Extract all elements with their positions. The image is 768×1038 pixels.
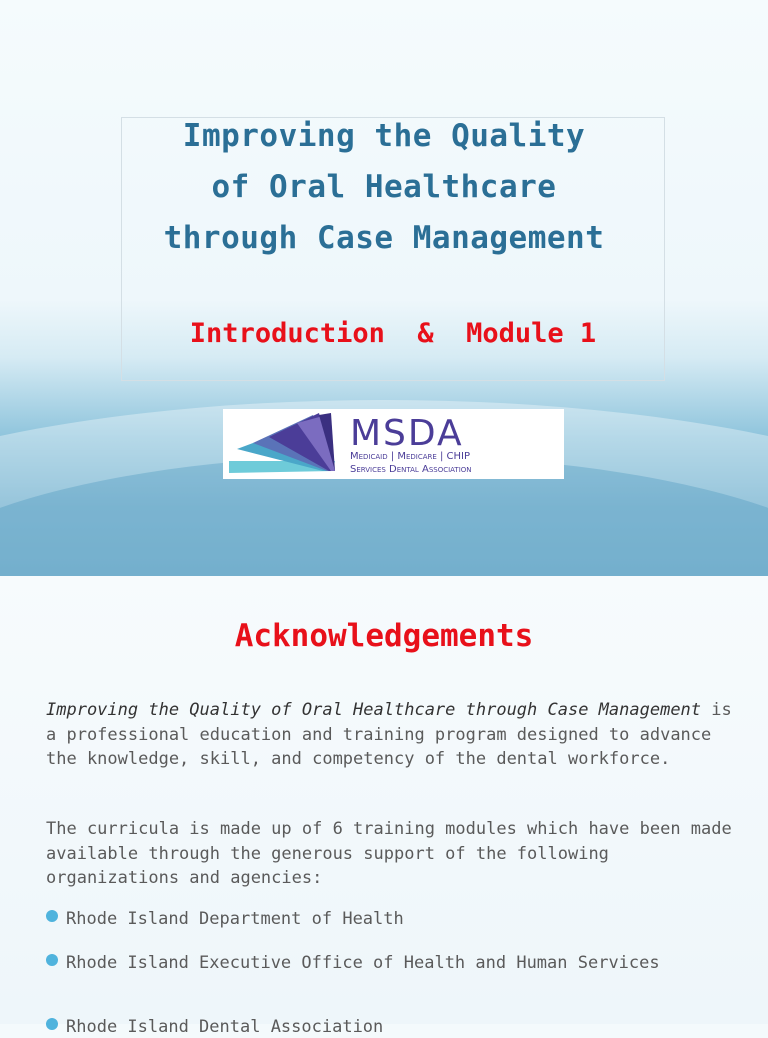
list-item-text: Rhode Island Dental Association	[66, 1017, 384, 1037]
list-item-text: Rhode Island Executive Office of Health and Human Services	[66, 953, 660, 973]
title-line-3: through Case Management	[163, 220, 605, 256]
subtitle: Introduction & Module 1	[189, 318, 597, 349]
bullet-dot-icon	[46, 954, 58, 966]
list-item-text: Rhode Island Department of Health	[66, 909, 404, 929]
title-line-2: of Oral Healthcare	[211, 169, 557, 205]
list-item	[46, 1016, 736, 1038]
title-line-1: Improving the Quality	[182, 118, 586, 154]
program-title-italic: Improving the Quality of Oral Healthcare through Case Management	[46, 700, 702, 720]
bullet-dot-icon	[46, 1018, 58, 1030]
logo-tagline-1: Medicaid | Medicare | CHIP	[350, 451, 471, 462]
list-item	[46, 908, 736, 930]
intro-paragraph	[46, 698, 736, 772]
logo-tagline-2: Services Dental Association	[350, 464, 472, 475]
bullet-dot-icon	[46, 910, 58, 922]
slide-heading: Acknowledgements	[234, 618, 534, 654]
logo-wordmark: MSDA	[350, 413, 464, 454]
intro-paragraph-text: is a professional education and training program designed to advance the knowledge, skill, and competency of the dental workforce.	[46, 700, 732, 769]
curricula-paragraph: The curricula is made up of 6 training modules which have been made available through the generous support of the following organizations and agencies:	[46, 819, 732, 888]
acknowledgements-slide	[0, 576, 768, 1037]
list-item	[46, 952, 736, 974]
